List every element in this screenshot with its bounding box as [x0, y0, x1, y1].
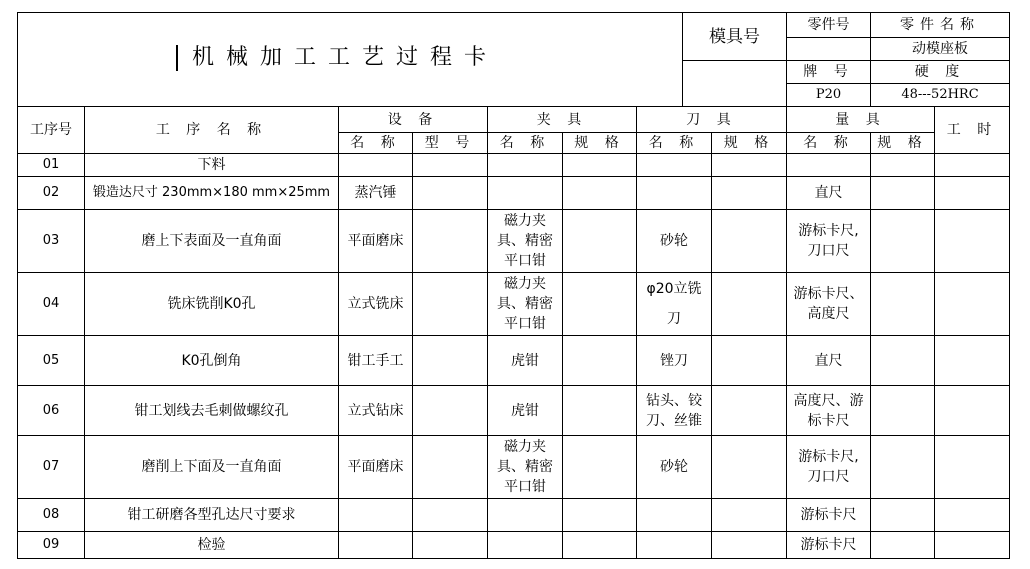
row-06-tool: 钻头、铰刀、丝锥	[646, 392, 702, 429]
row-02-name: 锻造达尺寸 230mm×180 mm×25mm	[92, 185, 331, 200]
row-05-gauge: 直尺	[814, 352, 843, 369]
col-tool-spec: 规 格	[723, 135, 775, 151]
col-equipment: 设 备	[387, 111, 439, 128]
row-01-name: 下料	[197, 157, 226, 173]
row-08-name: 钳工研磨各型孔达尺寸要求	[127, 507, 296, 523]
row-05-name: K0孔倒角	[181, 352, 242, 369]
row-09-gauge: 游标卡尺	[800, 537, 857, 553]
row-01-no: 01	[42, 157, 60, 172]
part-no-value	[787, 38, 870, 60]
part-name-label: 零件名称	[900, 17, 980, 33]
row-09-no: 09	[42, 537, 60, 552]
row-05-fixture: 虎钳	[511, 352, 539, 369]
title-bar-mark	[176, 45, 178, 71]
col-fixture-spec: 规 格	[574, 135, 625, 151]
row-02-gauge: 直尺	[814, 185, 843, 201]
row-05-equip: 钳工手工	[347, 352, 404, 369]
col-gauge-spec: 规 格	[877, 135, 928, 151]
row-02-no: 02	[42, 185, 60, 200]
col-fixture: 夹 具	[536, 111, 588, 128]
row-04-gauge: 游标卡尺、高度尺	[793, 286, 864, 322]
row-07-equip: 平面磨床	[347, 459, 404, 475]
page-title: 机械加工工艺过程卡	[192, 45, 499, 70]
col-tool-name: 名 称	[648, 135, 700, 151]
row-08-no: 08	[42, 507, 60, 522]
row-03-equip: 平面磨床	[347, 233, 404, 249]
part-no-label: 零件号	[807, 17, 850, 33]
mold-no-value	[683, 61, 786, 106]
grade-value: P20	[815, 87, 842, 102]
hardness-value: 48---52HRC	[901, 87, 979, 102]
row-05-no: 05	[42, 352, 60, 368]
row-03-fixture: 磁力夹具、精密平口钳	[497, 213, 553, 269]
row-09-name: 检验	[197, 537, 226, 553]
col-gauge: 量 具	[835, 111, 886, 128]
col-equip-name: 名 称	[350, 135, 401, 151]
row-07-no: 07	[42, 459, 60, 474]
row-07-gauge: 游标卡尺,刀口尺	[798, 449, 859, 485]
col-fixture-name: 名 称	[499, 135, 551, 151]
row-04-no: 04	[42, 296, 60, 311]
row-02-equip: 蒸汽锤	[354, 185, 397, 201]
row-04-equip: 立式铣床	[347, 296, 404, 312]
row-05-tool: 锉刀	[660, 352, 688, 369]
row-07-name: 磨削上下面及一直角面	[141, 459, 282, 475]
row-03-no: 03	[42, 233, 60, 248]
row-06-equip: 立式钻床	[347, 402, 404, 419]
row-04-name: 铣床铣削K0孔	[167, 296, 256, 312]
row-06-name: 钳工划线去毛刺做螺纹孔	[134, 402, 289, 419]
row-06-fixture: 虎钳	[511, 402, 539, 419]
row-03-name: 磨上下表面及一直角面	[141, 233, 282, 249]
col-step-no: 工序号	[30, 122, 72, 138]
col-gauge-name: 名 称	[803, 135, 854, 151]
mold-no-label: 模具号	[709, 26, 760, 47]
row-07-fixture: 磁力夹具、精密平口钳	[497, 439, 553, 495]
row-03-gauge: 游标卡尺,刀口尺	[798, 223, 859, 259]
col-step-name: 工 序 名 称	[155, 122, 268, 138]
col-work-hours: 工 时	[946, 122, 998, 138]
col-equip-model: 型 号	[424, 135, 476, 151]
row-03-tool: 砂轮	[660, 233, 688, 249]
row-07-tool: 砂轮	[660, 459, 688, 475]
row-06-gauge: 高度尺、游标卡尺	[793, 392, 864, 429]
hardness-label: 硬 度	[914, 64, 966, 80]
row-06-no: 06	[42, 402, 60, 418]
row-04-fixture: 磁力夹具、精密平口钳	[497, 276, 553, 332]
row-08-gauge: 游标卡尺	[800, 507, 857, 523]
grade-label: 牌 号	[803, 64, 854, 80]
row-04-tool: φ20立铣刀	[646, 281, 702, 327]
col-tool: 刀 具	[686, 111, 737, 128]
part-name-value: 动模座板	[912, 41, 968, 57]
